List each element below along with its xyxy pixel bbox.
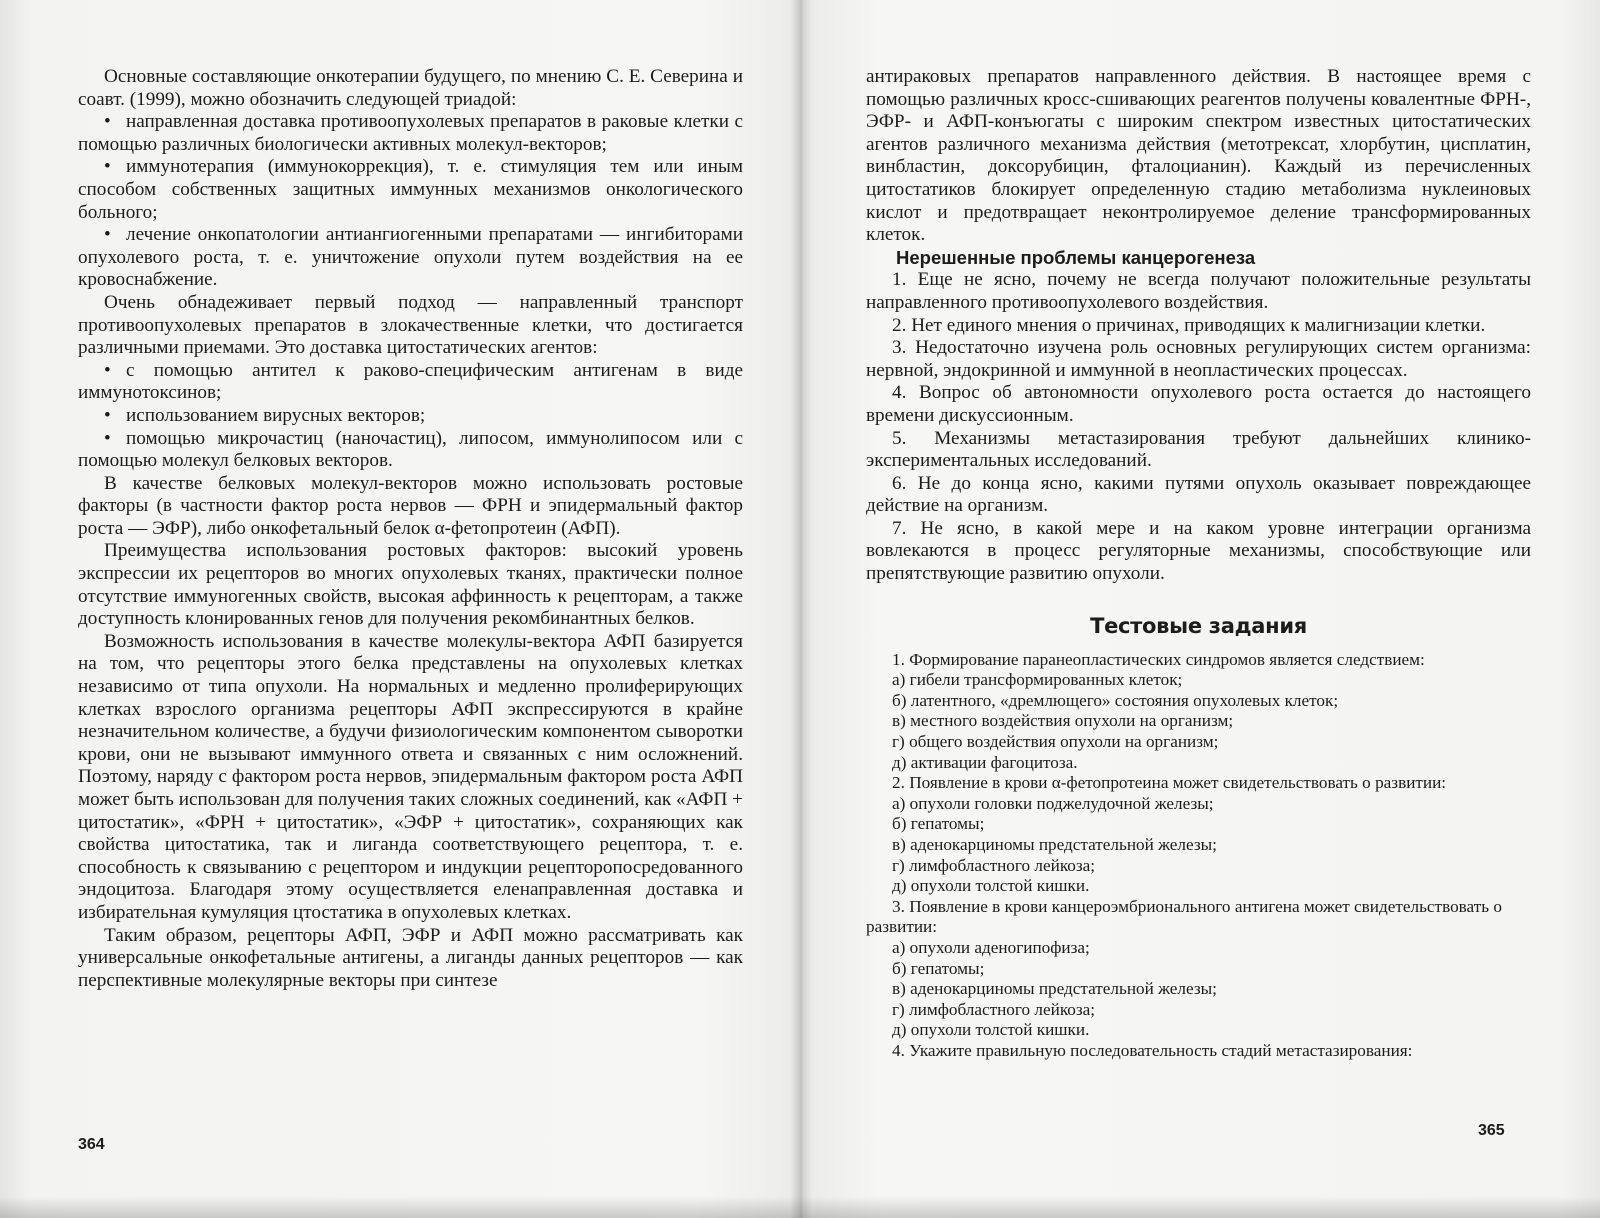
paragraph: антираковых препаратов направленного действия. В настоящее время с помощью различных кросс-сшивающих реагентов получены ковалентные ФРН-, ЭФР- и АФП-конъюгаты с широким спектром известных цитостатических агентов различного механизма действия (метотрексат, хлорбутин, цисплатин, винбластин, доксорубицин, фталоцианин). Каждый из перечисленных цитостатиков блокирует определенную стадию метаболизма нуклеиновых кислот и предотвращает неконтролируемое деление трансформированных клеток. (866, 66, 1531, 246)
paragraph: Преимущества использования ростовых факторов: высокий уровень экспрессии их рецепторов во многих опухолевых тканях, практически полное отсутствие иммуногенных свойств, высокая аффинность к рецепторам, а также доступность клонированных генов для получения рекомбинантных белков. (78, 540, 743, 630)
bullet-text: с помощью антител к раково-специфическим антигенам в виде иммунотоксинов; (78, 359, 743, 404)
test-option: б) латентного, «дремлющего» состояния опухолевых клеток; (892, 690, 1339, 710)
page-number-left: 364 (78, 1136, 105, 1153)
test-option: б) гепатомы; (892, 958, 985, 978)
test-option: в) местного воздействия опухоли на организм; (892, 711, 1234, 731)
problem-item: 5. Механизмы метастазирования требуют дальнейших клинико-экспериментальных исследований. (866, 427, 1531, 472)
paragraph: В качестве белковых молекул-векторов можно использовать ростовые факторы (в частности фактор роста нервов — ФРН и эпидермальный фактор роста — ЭФР), либо онкофетальный белок α-фетопротеин (АФП). (78, 472, 743, 539)
test-option: д) активации фагоцитоза. (892, 752, 1078, 772)
test-option: д) опухоли толстой кишки. (892, 876, 1090, 896)
bullet-text: направленная доставка противоопухолевых препаратов в раковые клетки с помощью различных биологически активных молекул-векторов; (78, 111, 743, 155)
problem-item: 3. Недостаточно изучена роль основных регулирующих систем организма: нервной, эндокринной и иммунной в неопластических процессах. (866, 337, 1531, 381)
bullet-item (78, 156, 743, 224)
bullet-icon: • (104, 156, 111, 178)
test-option: в) аденокарциномы предстательной железы; (892, 979, 1217, 999)
test-question (866, 650, 1531, 774)
book-gutter (790, 0, 812, 1218)
paragraph: Основные составляющие онкотерапии будущего, по мнению С. Е. Северина и соавт. (1999), можно обозначить следующей триадой: (78, 66, 743, 110)
test-option: г) лимфобластного лейкоза; (892, 999, 1096, 1019)
bullet-icon: • (104, 359, 111, 381)
problem-item: 4. Вопрос об автономности опухолевого роста остается до настоящего времени дискуссионным. (866, 382, 1531, 426)
page-bottom-edge (0, 1196, 1600, 1218)
test-question (866, 897, 1531, 1041)
test-question-text: 1. Формирование паранеопластических синдромов является следствием: (892, 649, 1425, 669)
section-title: Тестовые задания (1090, 613, 1307, 638)
left-page-body (78, 66, 743, 992)
right-page-body (866, 66, 1531, 1062)
test-option: а) опухоли аденогипофиза; (892, 937, 1090, 957)
bullet-icon: • (104, 404, 111, 426)
test-option: в) аденокарциномы предстательной железы; (892, 835, 1217, 854)
test-option: г) лимфобластного лейкоза; (892, 855, 1096, 875)
problem-item: 6. Не до конца ясно, какими путями опухоль оказывает повреждающее действие на организм. (866, 472, 1531, 517)
test-question-text: 4. Укажите правильную последовательность стадий метастазирования: (892, 1040, 1413, 1060)
page-number-right: 365 (1478, 1122, 1505, 1139)
bullet-item (78, 428, 743, 473)
bullet-icon: • (104, 427, 111, 449)
paragraph: Очень обнадеживает первый подход — направленный транспорт противоопухолевых препаратов в злокачественные клетки, что достигается различными приемами. Это доставка цитостатических агентов: (78, 291, 743, 359)
test-option: а) гибели трансформированных клеток; (892, 670, 1183, 690)
bullet-item (78, 360, 743, 405)
test-question (866, 773, 1531, 897)
bullet-text: лечение онкопатологии антиангиогенными препаратами — ингибиторами опухолевого роста, т. е. уничтожение опухоли путем воздействия на ее кровоснабжение. (78, 224, 743, 291)
paragraph: Возможность использования в качестве молекулы-вектора АФП базируется на том, что рецепторы этого белка представлены на опухолевых клетках независимо от типа опухоли. На нормальных и медленно пролиферирующих клетках взрослого организма рецепторы АФП экспрессируются в крайне незначительном количестве, а будучи физиологическим компонентом сыворотки крови, они не вызывают иммунного ответа и связанных с ним осложнений. Поэтому, наряду с фактором роста нервов, эпидермальным фактором роста АФП может быть использован для получения таких сложных соединений, как «АФП + цитостатик», «ФРН + цитостатик», «ЭФР + цитостатик», сохраняющих как свойства цитостатика, так и лиганда соответствующего рецептора, т. е. способность к связыванию с рецептором и индукции рецепторопосредованного эндоцитоза. Благодаря этому осуществляется еленаправленная доставка и избирательная кумуляция цтостатика в опухолевых клетках. (78, 630, 743, 923)
bullet-item (78, 224, 743, 292)
problem-item: 7. Не ясно, в какой мере и на каком уровне интеграции организма вовлекаются в процесс регуляторные механизмы, способствующие или препятствующие развитию опухоли. (866, 517, 1531, 585)
subsection-heading: Нерешенные проблемы канцерогенеза (896, 246, 1256, 268)
paragraph: Таким образом, рецепторы АФП, ЭФР и АФП можно рассматривать как универсальные онкофетальные антигены, а лиганды данных рецепторов — как перспективные молекулярные векторы при синтезе (78, 924, 743, 991)
test-option: г) общего воздействия опухоли на организм; (892, 732, 1219, 752)
problem-item: 2. Нет единого мнения о причинах, приводящих к малигнизации клетки. (892, 314, 1486, 336)
test-option: б) гепатомы; (892, 814, 985, 834)
bullet-item (78, 111, 743, 156)
test-question (866, 1041, 1531, 1062)
test-question-text: 2. Появление в крови α-фетопротеина может свидетельствовать о развитии: (892, 773, 1447, 793)
bullet-text: помощью микрочастиц (наночастиц), липосом, иммунолипосом или с помощью молекул белковых векторов. (78, 427, 743, 472)
test-option: д) опухоли толстой кишки. (892, 1020, 1090, 1040)
bullet-text: иммунотерапия (иммунокоррекция), т. е. стимуляция тем или иным способом собственных защитных иммунных механизмов онкологического больного; (78, 156, 743, 223)
bullet-icon: • (104, 111, 111, 133)
problem-item: 1. Еще не ясно, почему не всегда получают положительные результаты направленного противоопухолевого воздействия. (866, 269, 1531, 313)
test-question-text: 3. Появление в крови канцероэмбрионального антигена может свидетельствовать о развитии: (866, 896, 1502, 937)
bullet-text: использованием вирусных векторов; (126, 404, 426, 426)
bullet-icon: • (104, 224, 111, 246)
test-option: а) опухоли головки поджелудочной железы; (892, 793, 1214, 813)
bullet-item (78, 405, 743, 428)
